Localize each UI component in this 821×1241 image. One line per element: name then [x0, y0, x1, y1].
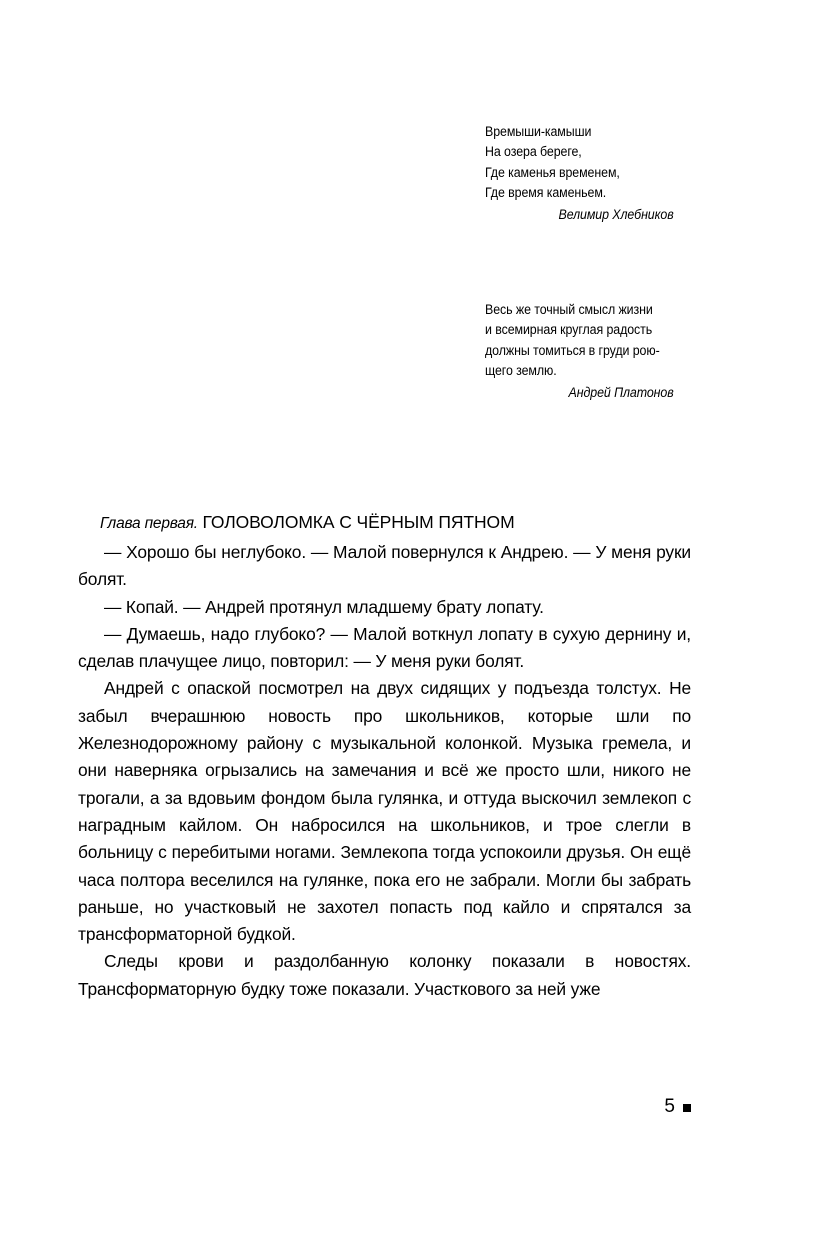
- epigraph-line: Времыши-камыши: [485, 124, 592, 139]
- page-number: 5: [664, 1096, 675, 1117]
- epigraph-platonov: [485, 300, 674, 403]
- epigraph-khlebnikov: [485, 122, 674, 225]
- chapter-number-label: Глава первая.: [100, 515, 198, 532]
- epigraph-line: Где каменья временем,: [485, 164, 620, 180]
- epigraph-line: щего землю.: [485, 363, 557, 379]
- epigraph-line: Весь же точный смысл жизни: [485, 302, 653, 317]
- footer-square-ornament: [683, 1104, 691, 1112]
- epigraph-line: Где время каменьем.: [485, 185, 607, 201]
- chapter-heading: [78, 511, 690, 535]
- body-text: [78, 539, 691, 1003]
- epigraph-line: должны томиться в груди рою-: [485, 342, 660, 358]
- epigraph-line: и всемирная круглая радость: [485, 322, 653, 338]
- body-paragraph: — Думаешь, надо глубоко? — Малой воткнул лопату в сухую дернину и, сделав плачущее лицо, повторил: — У меня руки болят.: [78, 623, 691, 672]
- page-footer: [0, 1096, 691, 1118]
- chapter-title: ГОЛОВОЛОМКА С ЧЁРНЫМ ПЯТНОМ: [202, 512, 515, 532]
- epigraph-line: На озера береге,: [485, 144, 582, 160]
- body-paragraph: — Копай. — Андрей протянул младшему брату лопату.: [104, 596, 544, 617]
- epigraph-author: Андрей Платонов: [568, 384, 674, 400]
- body-paragraph: Следы крови и раздолбанную колонку показали в новостях. Трансформаторную будку тоже показали. Участкового за ней уже: [78, 951, 691, 999]
- body-paragraph: Андрей с опаской посмотрел на двух сидящих у подъезда толстух. Не забыл вчерашнюю новость про школьников, которые шли по Железнодорожному району с музыкальной колонкой. Музыка гремела, и они наверняка огрызались на замечания и всё же просто шли, никого не трогали, а за вдовьим фондом была гулянка, и оттуда выскочил землекоп с наградным кайлом. Он набросился на школьников, и трое слегли в больницу с перебитыми ногами. Землекопа тогда успокоили друзья. Он ещё часа полтора веселился на гулянке, пока его не забрали. Могли бы забрать раньше, но участковый не захотел попасть под кайло и спрятался за трансформаторной будкой.: [78, 678, 691, 945]
- body-paragraph: — Хорошо бы неглубоко. — Малой повернулся к Андрею. — У меня руки болят.: [78, 542, 691, 590]
- epigraph-author: Велимир Хлебников: [558, 206, 674, 222]
